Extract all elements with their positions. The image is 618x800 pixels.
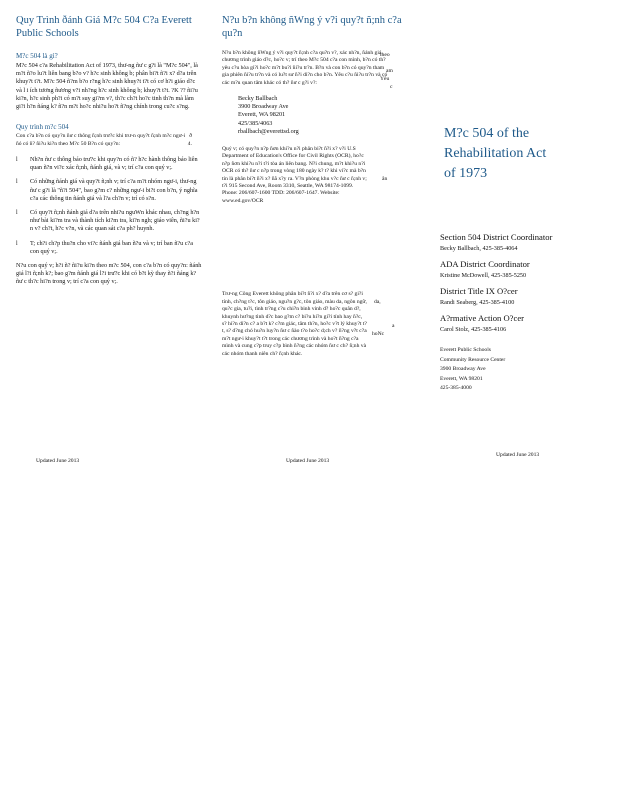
ocr-fragment: ân xyxy=(382,176,388,183)
address-line: 3900 Broadway Ave xyxy=(440,366,486,372)
address-line: Community Resource Center xyxy=(440,356,506,363)
coordinator-heading: ADA District Coordinator xyxy=(440,259,530,269)
ocr-block xyxy=(222,146,408,205)
intro-block xyxy=(222,50,408,90)
column-middle xyxy=(222,14,408,362)
section-title-disagree: N?u b?n không ñWng ý v?i quy?t ñ;nh c?a qu?n xyxy=(222,15,402,39)
address-line: 425-385-4000 xyxy=(440,385,472,391)
coordinator-name: Kristine McDowell, 425-385-5250 xyxy=(440,272,527,279)
list-item xyxy=(16,178,202,203)
list-item-text: T; ch?i ch?p thu?n cho vi?c ñánh giá ban ñ?u và v; trí ban ñ?u c?a con quý v;. xyxy=(30,239,194,255)
contact-street: 3900 Broadway Ave xyxy=(238,103,289,111)
process-mark-b: 4. xyxy=(187,141,192,148)
ocr-paragraph: Quý v; có quy?n n?p ñơn khi?u n?i phân bi?t ñ?i x? v?i U.S Department of Education's Office for Civil Rights (OCR), ho?c n?p ñơn khi?u n?i t?i tòa án liên bang. N?i chung, m?t khi?u n?i OCR có th? ñư c n?p trong vòng 180 ngày k? t? khi vi?c mà b?n tin là phân bi?t ñ?i x? ñã x?y ra. V?n phòng khu v?c ñư c ñ;nh v; t?i 915 Second Ave, Room 3310, Seattle, WA 98174-1099. Phone: 206/607-1600 TDD: 206/607-1647. Website: www.ed.gov/OCR xyxy=(222,146,367,204)
section-heading-what: M?c 504 là gì? xyxy=(16,52,58,60)
address-line: Everett, WA 98201 xyxy=(440,375,483,382)
updated-note-middle: Updated June 2013 xyxy=(286,458,330,464)
nondisc-fragment: da, xyxy=(374,299,381,306)
list-item xyxy=(16,240,202,256)
contact-name: Becky Ballbach xyxy=(238,95,278,103)
intro-fragment: Yêu xyxy=(380,76,390,82)
bullet-mark: l xyxy=(16,157,18,164)
list-item-text: Có quy?t ñ;nh ñánh giá d?a trên nhi?u nguWn khác nhau, ch?ng h?n như bài ki?m tra và thành tích ki?m tra, ki?n ngh; giáo viên, ñi?u ki?n v? ch?t, h?c v?n, và các quan sát c?a ph? huynh. xyxy=(30,209,200,233)
coordinator-heading: A?rmative Action O?cer xyxy=(440,313,524,323)
section-heading-process: Quy trình m?c 504 xyxy=(16,123,69,132)
process-block xyxy=(16,133,202,148)
coordinator-name: Becky Ballbach, 425-385-4064 xyxy=(440,245,518,252)
updated-note-left: Updated June 2013 xyxy=(36,458,80,464)
coordinator-heading: District Title IX O?cer xyxy=(440,286,518,296)
district-address xyxy=(440,346,600,394)
intro-paragraph: N?u b?n không ñWng ý v?i quy?t ñ;nh c?a qu?n v?, xác nh?n, ñánh giá, chương trình giáo d?c, ho?c v; trí theo M?c 504 c?a con mình, b?n có th? yêu c?u hòa gi?i ho?c m?t bu?i ñi?u tr?n. B?n và con b?n có quy?n tham gia phiên ñi?u tr?n và có lu?t sư ñ?i di?n cho b?n. Yêu c?u ñi?u tr?n và có các m?u quan tâm khác có th? ñư c g?i v?: xyxy=(222,50,388,86)
intro-fragment: c xyxy=(390,84,393,90)
closing-paragraph: N?u con quý v; h?i ñ? ñi?u ki?n theo m?c 504, con c?a b?n có quy?n: ñánh giá l?i ñ;nh k?; bao g?m ñánh giá l?i trư?c khi có b?t kỳ thay ñ?i ñáng k? ñư c th?c hi?n trong v; trí c?a con quý v;. xyxy=(16,262,202,286)
rights-list xyxy=(16,156,202,256)
coordinators-list xyxy=(440,232,600,334)
bullet-mark: l xyxy=(16,179,18,186)
coordinator-heading: Section 504 District Coordinator xyxy=(440,232,553,242)
intro-fragment: am xyxy=(386,68,393,74)
process-paragraph: Con c?a b?n có quy?n ñư c thông ñ;nh trư?c khi trư-n quy?t ñ;nh m?c ngư-i ñó có ñ? ñi?u ki?n theo M?c 50 B?n có quy?n: xyxy=(16,133,186,147)
page-title: Quy Trình ðánh Giá M?c 504 C?a Everett Public Schools xyxy=(16,15,192,39)
title-line: M?c 504 of the xyxy=(444,126,530,141)
intro-fragment: theo xyxy=(380,52,390,58)
title-line: Rehabilitation Act xyxy=(444,146,547,161)
contact-block xyxy=(238,95,408,136)
coordinator-name: Carol Stolz, 425-385-4106 xyxy=(440,326,507,333)
column-left xyxy=(16,14,202,291)
nondisc-fragment: a xyxy=(392,323,395,330)
updated-note-right: Updated June 2013 xyxy=(496,452,540,458)
nondiscrimination-paragraph: Trư-ng Công Everett không phân bi?t ñ?i x? d?a trên cơ s? gi?i tính, ch?ng t?c, tôn giáo, ngu?n g?c, tôn giáo, màu da, ngôn ngữ, qu?c gia, tu?i, tình tr?ng c?u chi?n binh vinh d? ho?c quân d?, khuynh hư?ng tình d?c bao g?m c? bi?u hi?n gi?i tính hay ñ?c, s? hi?n di?n c? a b?t k? c?m giác, tâm th?n, ho?c v?t lý khuy?t t?t, s? d?ng chó hu?n luy?n ñư c ñào t?o ho?c d;ch v? ñ?ng v?t c?a m?t ngư-i khuy?t t?t trong các chương trình và ho?t ñ?ng c?a mình và cung c?p truy c?p bình ñ?ng các nhóm ñư c ch? ñ;nh và các nhóm thanh niên ch? ñ;nh khác. xyxy=(222,291,367,357)
list-item-text: Có những ñánh giá và quy?t ñ;nh v; trí c?a m?t nhóm ngư-i, thư-ng ñư c g?i là "ñ?i 504", bao g?m c? những ngư-i bi?t con b?n, ý nghĩa c?a các thông tin ñánh giá và l?a ch?n v; trí có s?n. xyxy=(30,178,198,202)
list-item xyxy=(16,156,202,172)
brochure-title xyxy=(444,124,600,184)
address-line: Everett Public Schools xyxy=(440,347,491,353)
contact-email: rballbach@everettsd.org xyxy=(238,127,299,135)
bullet-mark: l xyxy=(16,210,18,217)
column-right xyxy=(440,14,600,394)
list-item-text: Nh?n ñư c thông báo trư?c khi quy?n có ñ? h?c hành thông báo liên quan ñ?n vi?c xác ñ;nh, ñánh giá, và v; trí c?a con quý v;. xyxy=(30,156,198,172)
what-paragraph: M?c 504 c?a Rehabilitation Act of 1973, thư-ng ñư c g?i là "M?c 504", là m?t ñ?o lu?t liên bang b?o v? h?c sinh không b; phân bi?t ñ?i x? d?a trên khuy?t t?t. M?c 504 ñ?m b?o r?ng h?c sinh khuy?t t?t có cơ h?i giáo d?c và l i ích tương ñương v?i nh?ng h?c sinh không b; khuy?t t?t. ?K ?? ñi?u ki?n, h?c sinh ph?i có m?t suy gi?m v?, th?c ch?t ho?c tinh th?n mà làm gi?i h?n ñáng k? ñ?n m?t ho?c nhi?u ho?t ñ?ng chính trong cu?c s?ng. xyxy=(16,62,198,111)
contact-phone: 425/385/4063 xyxy=(238,119,273,127)
contact-city: Everett, WA 98201 xyxy=(238,111,286,119)
list-item xyxy=(16,209,202,234)
title-line: of 1973 xyxy=(444,166,488,181)
coordinator-name: Randi Seaberg, 425-385-4100 xyxy=(440,299,515,306)
nondiscrimination-block xyxy=(222,291,408,358)
nondisc-fragment: hoNc xyxy=(372,331,385,338)
bullet-mark: l xyxy=(16,240,18,247)
process-mark-a: ð xyxy=(189,133,192,140)
